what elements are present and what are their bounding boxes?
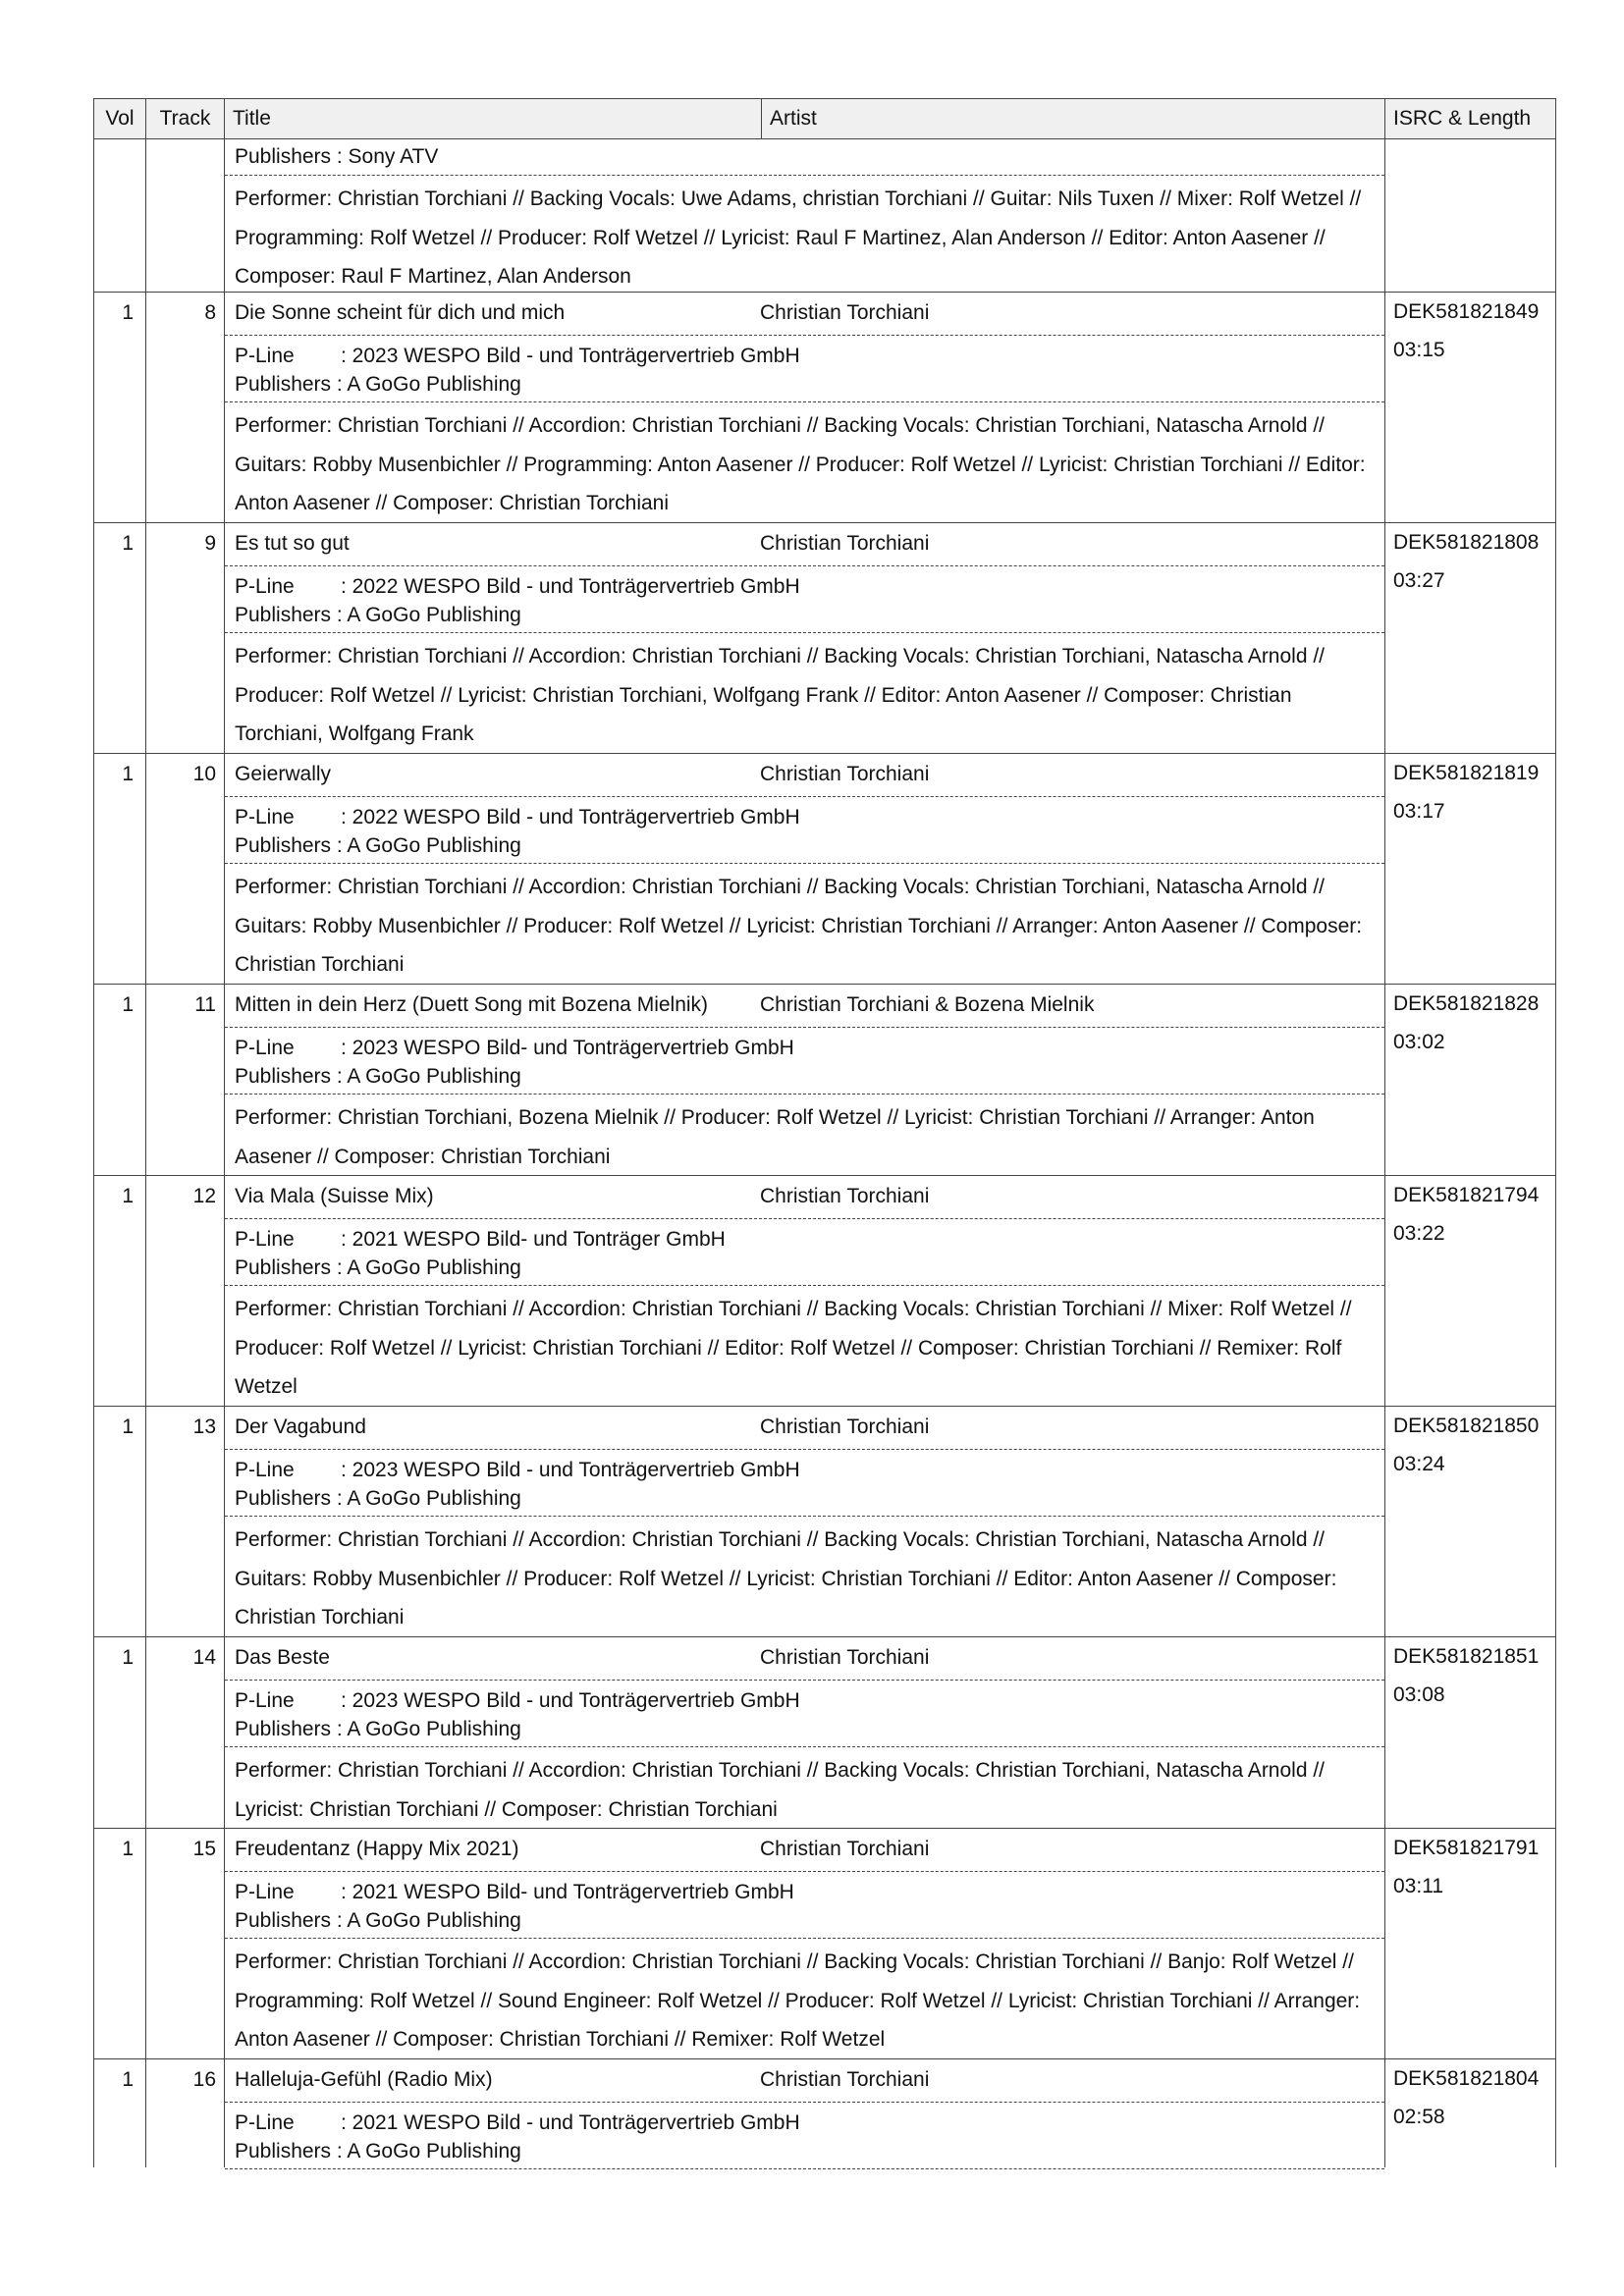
track-number: 12 — [146, 1176, 225, 1406]
isrc-code: DEK581821791 — [1393, 1837, 1540, 1859]
publishers-value: : A GoGo Publishing — [336, 1718, 521, 1740]
isrc-cell — [1385, 293, 1554, 522]
header-artist: Artist — [762, 99, 1385, 138]
publishers-label: Publishers — [235, 1718, 332, 1740]
rights-block — [225, 1872, 1384, 1939]
table-row-continuation — [93, 139, 1556, 293]
details-cell — [225, 293, 1385, 522]
track-title: Via Mala (Suisse Mix) — [235, 1185, 434, 1207]
isrc-cell — [1385, 1176, 1554, 1406]
table-row — [93, 1829, 1556, 2059]
isrc-cell — [1385, 2059, 1554, 2167]
credits-text: Performer: Christian Torchiani // Accordion: Christian Torchiani // Backing Vocals: Christian Torchiani, Natascha Arnold // Lyricist: Christian Torchiani // Composer: Christian Torchiani — [235, 1759, 1326, 1821]
publishers-value: : A GoGo Publishing — [336, 604, 521, 626]
table-row — [93, 293, 1556, 523]
track-number: 8 — [146, 293, 225, 522]
vol-cell: 1 — [94, 523, 146, 753]
isrc-code: DEK581821804 — [1393, 2067, 1540, 2090]
table-row — [93, 985, 1556, 1176]
pline-label: P-Line — [235, 1228, 295, 1251]
vol-cell: 1 — [94, 1176, 146, 1406]
isrc-cell — [1385, 1407, 1554, 1636]
isrc-code: DEK581821828 — [1393, 992, 1540, 1015]
table-row — [93, 1407, 1556, 1637]
title-line — [225, 293, 1384, 336]
pline-label: P-Line — [235, 1037, 295, 1059]
rights-block — [225, 1028, 1384, 1095]
pline-value: : 2021 WESPO Bild - und Tonträgervertrieb GmbH — [341, 2111, 800, 2134]
pline-value: : 2023 WESPO Bild - und Tonträgervertrieb GmbH — [341, 345, 800, 367]
pline-value: : 2021 WESPO Bild- und Tonträgervertrieb GmbH — [341, 1881, 794, 1903]
vol-cell — [94, 139, 146, 292]
track-artist: Christian Torchiani — [760, 532, 930, 555]
isrc-code: DEK581821850 — [1393, 1415, 1540, 1437]
details-cell — [225, 2059, 1385, 2167]
vol-cell: 1 — [94, 1407, 146, 1636]
header-track: Track — [146, 99, 225, 138]
pline-value: : 2023 WESPO Bild - und Tonträgervertrieb GmbH — [341, 1459, 800, 1481]
title-line — [225, 1407, 1384, 1450]
isrc-code: DEK581821794 — [1393, 1184, 1540, 1206]
track-number: 15 — [146, 1829, 225, 2058]
title-line — [225, 2059, 1384, 2103]
title-line — [225, 754, 1384, 797]
publishers-label: Publishers — [235, 373, 332, 396]
vol-cell: 1 — [94, 2059, 146, 2167]
track-title: Es tut so gut — [235, 532, 350, 555]
publishers-label: Publishers — [235, 1909, 332, 1932]
track-title: Der Vagabund — [235, 1415, 366, 1438]
vol-cell: 1 — [94, 985, 146, 1175]
credits-text: Performer: Christian Torchiani // Accordion: Christian Torchiani // Backing Vocals: Christian Torchiani // Banjo: Rolf Wetzel // Programming: Rolf Wetzel // Sound Engineer: Rolf Wetzel // Producer: Rolf Wetzel // Lyricist: Christian Torchiani // Arranger: Anton Aasener // Composer: Christian Torchiani // Remixer: Rolf Wetzel — [235, 1950, 1361, 2051]
pline-value: : 2023 WESPO Bild - und Tonträgervertrieb GmbH — [341, 1689, 800, 1712]
vol-cell: 1 — [94, 1829, 146, 2058]
header-vol: Vol — [94, 99, 146, 138]
table-row — [93, 1637, 1556, 1829]
track-length: 03:15 — [1393, 339, 1445, 361]
credits-text: Performer: Christian Torchiani // Accordion: Christian Torchiani // Backing Vocals: Christian Torchiani, Natascha Arnold // Guitars: Robby Musenbichler // Producer: Rolf Wetzel // Lyricist: Christian Torchiani // Editor: Anton Aasener // Composer: Christian Torchiani — [235, 1528, 1337, 1629]
publishers-value: : A GoGo Publishing — [336, 1909, 521, 1932]
track-artist: Christian Torchiani — [760, 763, 930, 785]
isrc-code: DEK581821808 — [1393, 531, 1540, 554]
header-title: Title — [225, 99, 762, 138]
credits-text: Performer: Christian Torchiani // Accordion: Christian Torchiani // Backing Vocals: Christian Torchiani // Mixer: Rolf Wetzel // Producer: Rolf Wetzel // Lyricist: Christian Torchiani // Editor: Rolf Wetzel // Composer: Christian Torchiani // Remixer: Rolf Wetzel — [235, 1298, 1352, 1398]
isrc-cell — [1385, 1829, 1554, 2058]
header-isrc-length: ISRC & Length — [1393, 107, 1532, 130]
publishers-label: Publishers — [235, 2140, 332, 2163]
track-length: 03:27 — [1393, 569, 1445, 592]
vol-cell: 1 — [94, 293, 146, 522]
table-header — [93, 98, 1556, 139]
credits-text: Performer: Christian Torchiani // Accordion: Christian Torchiani // Backing Vocals: Christian Torchiani, Natascha Arnold // Guitars: Robby Musenbichler // Programming: Anton Aasener // Producer: Rolf Wetzel // Lyricist: Christian Torchiani // Editor: Anton Aasener // Composer: Christian Torchiani — [235, 414, 1366, 514]
track-artist: Christian Torchiani — [760, 301, 930, 324]
track-title: Halleluja-Gefühl (Radio Mix) — [235, 2068, 493, 2091]
track-artist: Christian Torchiani — [760, 2068, 930, 2091]
details-cell — [225, 523, 1385, 753]
details-cell — [225, 1176, 1385, 1406]
publishers-value: : A GoGo Publishing — [336, 1065, 521, 1088]
table-row — [93, 754, 1556, 985]
details-cell — [225, 139, 1385, 292]
vol-cell: 1 — [94, 754, 146, 984]
table-row — [93, 523, 1556, 754]
table-row — [93, 1176, 1556, 1407]
isrc-code: DEK581821819 — [1393, 762, 1540, 784]
publishers-label: Publishers — [235, 1065, 332, 1088]
rights-block — [225, 1450, 1384, 1517]
title-line — [225, 1637, 1384, 1681]
pline-label: P-Line — [235, 2111, 295, 2134]
title-line — [225, 1829, 1384, 1872]
rights-block — [225, 566, 1384, 633]
credits-text: Performer: Christian Torchiani // Backing Vocals: Uwe Adams, christian Torchiani // Guitar: Nils Tuxen // Mixer: Rolf Wetzel // Programming: Rolf Wetzel // Producer: Rolf Wetzel // Lyricist: Raul F Martinez, Alan Anderson // Editor: Anton Aasener // Composer: Raul F Martinez, Alan Anderson — [235, 187, 1362, 288]
track-number: 9 — [146, 523, 225, 753]
rights-block — [225, 2103, 1384, 2169]
isrc-cell — [1385, 754, 1554, 984]
track-number: 16 — [146, 2059, 225, 2167]
pline-label: P-Line — [235, 575, 295, 598]
track-title: Geierwally — [235, 763, 332, 785]
publishers-label: Publishers — [235, 1487, 332, 1510]
track-artist: Christian Torchiani — [760, 1185, 930, 1207]
track-artist: Christian Torchiani — [760, 1646, 930, 1669]
publishers-value: : A GoGo Publishing — [336, 2140, 521, 2163]
pline-label: P-Line — [235, 1459, 295, 1481]
pline-label: P-Line — [235, 1881, 295, 1903]
track-artist: Christian Torchiani — [760, 1415, 930, 1438]
details-cell — [225, 1637, 1385, 1828]
tracklist-table — [93, 98, 1556, 2167]
details-cell — [225, 985, 1385, 1175]
title-line — [225, 985, 1384, 1028]
track-title: Mitten in dein Herz (Duett Song mit Bozena Mielnik) — [235, 993, 709, 1016]
track-length: 02:58 — [1393, 2106, 1445, 2128]
details-cell — [225, 754, 1385, 984]
publishers-value: : A GoGo Publishing — [336, 373, 521, 396]
track-title: Die Sonne scheint für dich und mich — [235, 301, 566, 324]
pline-label: P-Line — [235, 806, 295, 828]
credits-text: Performer: Christian Torchiani // Accordion: Christian Torchiani // Backing Vocals: Christian Torchiani, Natascha Arnold // Producer: Rolf Wetzel // Lyricist: Christian Torchiani, Wolfgang Frank // Editor: Anton Aasener // Composer: Christian Torchiani, Wolfgang Frank — [235, 645, 1326, 745]
credits-text: Performer: Christian Torchiani, Bozena Mielnik // Producer: Rolf Wetzel // Lyricist: Christian Torchiani // Arranger: Anton Aasener // Composer: Christian Torchiani — [235, 1106, 1315, 1168]
isrc-code: DEK581821851 — [1393, 1645, 1540, 1668]
publishers-label: Publishers — [235, 604, 332, 626]
pline-value: : 2022 WESPO Bild - und Tonträgervertrieb GmbH — [341, 806, 800, 828]
isrc-code: DEK581821849 — [1393, 300, 1540, 323]
publishers-value: : A GoGo Publishing — [336, 1256, 521, 1279]
rights-block — [225, 797, 1384, 864]
table-row — [93, 2059, 1556, 2167]
publishers-value: : A GoGo Publishing — [336, 834, 521, 857]
credits-text: Performer: Christian Torchiani // Accordion: Christian Torchiani // Backing Vocals: Christian Torchiani, Natascha Arnold // Guitars: Robby Musenbichler // Producer: Rolf Wetzel // Lyricist: Christian Torchiani // Arranger: Anton Aasener // Composer: Christian Torchiani — [235, 876, 1363, 976]
track-number: 13 — [146, 1407, 225, 1636]
track-number: 14 — [146, 1637, 225, 1828]
pline-label: P-Line — [235, 345, 295, 367]
pline-value: : 2021 WESPO Bild- und Tonträger GmbH — [341, 1228, 726, 1251]
vol-cell: 1 — [94, 1637, 146, 1828]
pline-label: P-Line — [235, 1689, 295, 1712]
rights-block — [225, 1681, 1384, 1747]
details-cell — [225, 1407, 1385, 1636]
rights-block — [225, 336, 1384, 402]
track-length: 03:08 — [1393, 1683, 1445, 1706]
rights-block — [225, 1219, 1384, 1286]
track-number: 10 — [146, 754, 225, 984]
title-line — [225, 1176, 1384, 1219]
isrc-cell — [1385, 139, 1554, 292]
track-length: 03:11 — [1393, 1875, 1443, 1897]
track-length: 03:24 — [1393, 1453, 1445, 1475]
title-line — [225, 523, 1384, 566]
publishers-label: Publishers — [235, 834, 332, 857]
isrc-cell — [1385, 985, 1554, 1175]
track-length: 03:17 — [1393, 800, 1445, 823]
track-title: Das Beste — [235, 1646, 330, 1669]
details-cell — [225, 1829, 1385, 2058]
track-length: 03:02 — [1393, 1031, 1445, 1053]
isrc-cell — [1385, 523, 1554, 753]
track-title: Freudentanz (Happy Mix 2021) — [235, 1838, 519, 1860]
track-artist: Christian Torchiani — [760, 1838, 930, 1860]
publishers-label: Publishers — [235, 1256, 332, 1279]
track-number: 11 — [146, 985, 225, 1175]
track-cell — [146, 139, 225, 292]
publishers-line: Publishers : Sony ATV — [225, 139, 1384, 176]
isrc-cell — [1385, 1637, 1554, 1828]
publishers-value: : A GoGo Publishing — [336, 1487, 521, 1510]
track-length: 03:22 — [1393, 1222, 1445, 1245]
pline-value: : 2023 WESPO Bild- und Tonträgervertrieb GmbH — [341, 1037, 794, 1059]
track-artist: Christian Torchiani & Bozena Mielnik — [760, 993, 1095, 1016]
pline-value: : 2022 WESPO Bild - und Tonträgervertrieb GmbH — [341, 575, 800, 598]
